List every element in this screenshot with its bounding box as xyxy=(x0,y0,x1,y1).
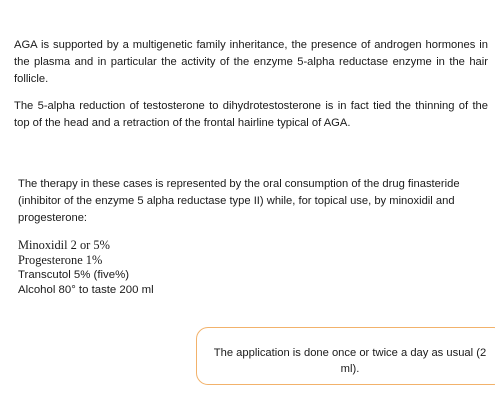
paragraph-alpha-reduction: The 5-alpha reduction of testosterone to dihydrotestosterone is in fact tied the thinning of the top of the head and a retraction of the frontal hairline typical of AGA. xyxy=(14,100,488,129)
recipe-item-alcohol: Alcohol 80° to taste 200 ml xyxy=(18,284,154,296)
application-note-text: The application is done once or twice a day as usual (2 ml). xyxy=(213,347,487,375)
recipe-item-transcutol: Transcutol 5% (five%) xyxy=(18,269,129,281)
paragraph-therapy: The therapy in these cases is represented by the oral consumption of the drug finasteride (inhibitor of the enzyme 5 alpha reductase type II) while, for topical use, by minoxidil and progesterone: xyxy=(18,178,460,224)
application-note-box xyxy=(196,327,495,385)
recipe-item-minoxidil: Minoxidil 2 or 5% xyxy=(18,238,110,252)
paragraph-aga-inheritance: AGA is supported by a multigenetic family inheritance, the presence of androgen hormones in the plasma and in particular the activity of the enzyme 5-alpha reductase enzyme in the hair follicle. xyxy=(14,39,488,85)
recipe-list xyxy=(18,238,154,298)
recipe-item-progesterone: Progesterone 1% xyxy=(18,253,103,267)
